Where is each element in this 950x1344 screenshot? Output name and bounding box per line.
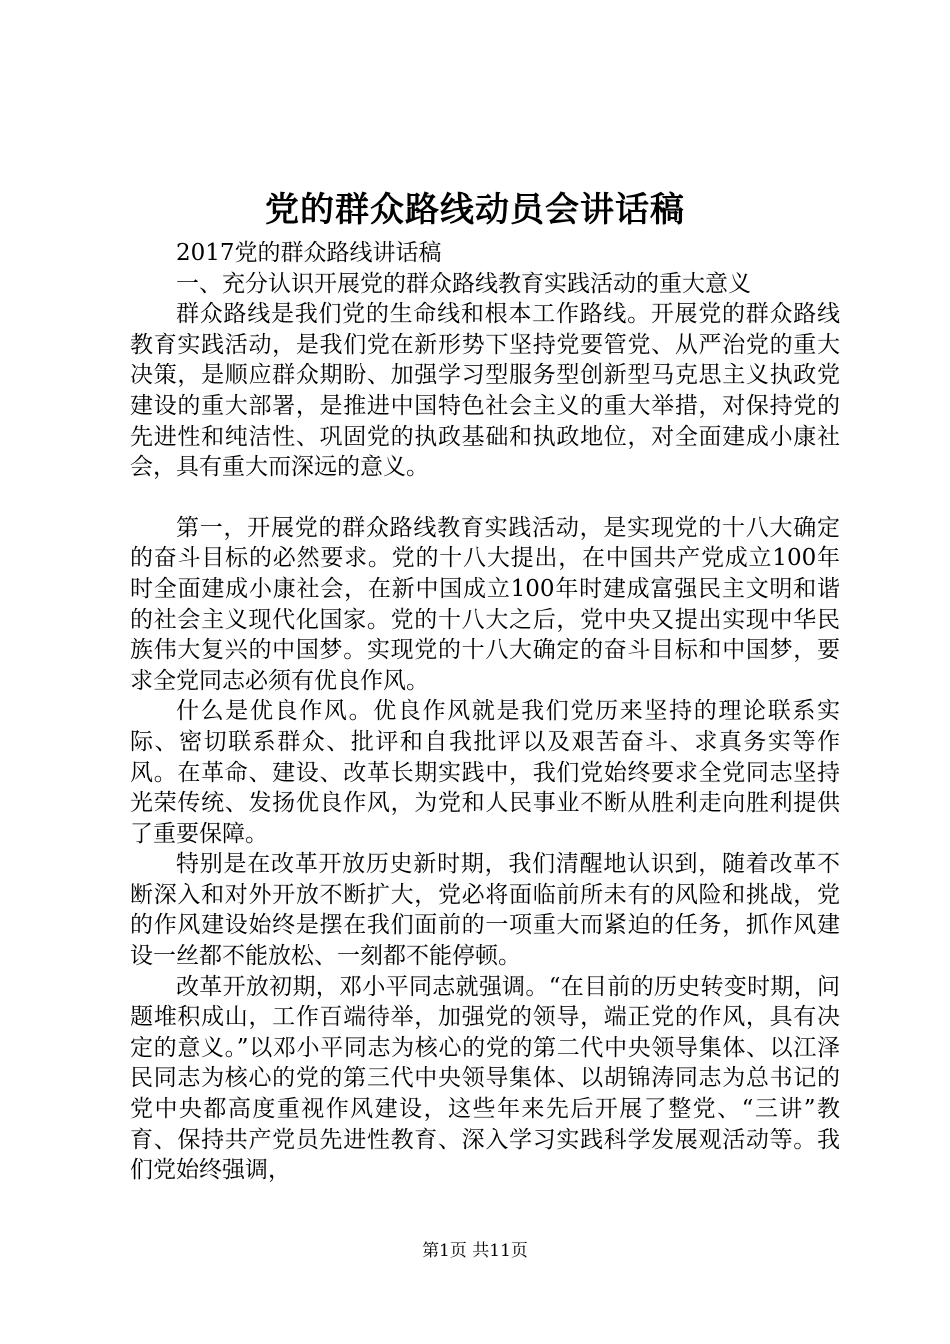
section-heading: 一、充分认识开展党的群众路线教育实践活动的重大意义 bbox=[176, 270, 751, 297]
body-paragraph: 群众路线是我们党的生命线和根本工作路线。开展党的群众路线教育实践活动，是我们党在新形势下坚持党要管党、从严治党的重大决策，是顺应群众期盼、加强学习型服务型创新型马克思主义执政党建设的重大部署，是推进中国特色社会主义的重大举措，对保持党的先进性和纯洁性、巩固党的执政基础和执政地位，对全面建成小康社会，具有重大而深远的意义。 bbox=[130, 301, 840, 481]
body-paragraph: 特别是在改革开放历史新时期，我们清醒地认识到，随着改革不断深入和对外开放不断扩大，党必将面临前所未有的风险和挑战，党的作风建设始终是摆在我们面前的一项重大而紧迫的任务，抓作风建设一丝都不能放松、一刻都不能停顿。 bbox=[130, 851, 840, 970]
body-paragraph: 第一，开展党的群众路线教育实践活动，是实现党的十八大确定的奋斗目标的必然要求。党的十八大提出，在中国共产党成立100年时全面建成小康社会，在新中国成立100年时建成富强民主文明和谐的社会主义现代化国家。党的十八大之后，党中央又提出实现中华民族伟大复兴的中国梦。实现党的十八大确定的奋斗目标和中国梦，要求全党同志必须有优良作风。 bbox=[130, 514, 840, 694]
body-paragraph: 改革开放初期，邓小平同志就强调。“在目前的历史转变时期，问题堆积成山，工作百端待举，加强党的领导，端正党的作风，具有决定的意义。”以邓小平同志为核心的党的第二代中央领导集体、以江泽民同志为核心的党的第三代中央领导集体、以胡锦涛同志为总书记的党中央都高度重视作风建设，这些年来先后开展了整党、“三讲”教育、保持共产党员先进性教育、深入学习实践科学发展观活动等。我们党始终强调， bbox=[130, 973, 840, 1184]
body-paragraph: 什么是优良作风。优良作风就是我们党历来坚持的理论联系实际、密切联系群众、批评和自我批评以及艰苦奋斗、求真务实等作风。在革命、建设、改革长期实践中，我们党始终要求全党同志坚持光荣传统、发扬优良作风，为党和人民事业不断从胜利走向胜利提供了重要保障。 bbox=[130, 698, 840, 847]
document-body bbox=[130, 238, 840, 1186]
page-title: 党的群众路线动员会讲话稿 bbox=[265, 190, 685, 230]
subtitle-paragraph: 2017党的群众路线讲话稿 bbox=[176, 240, 442, 266]
page-footer: 第1页 共11页 bbox=[422, 1241, 528, 1261]
